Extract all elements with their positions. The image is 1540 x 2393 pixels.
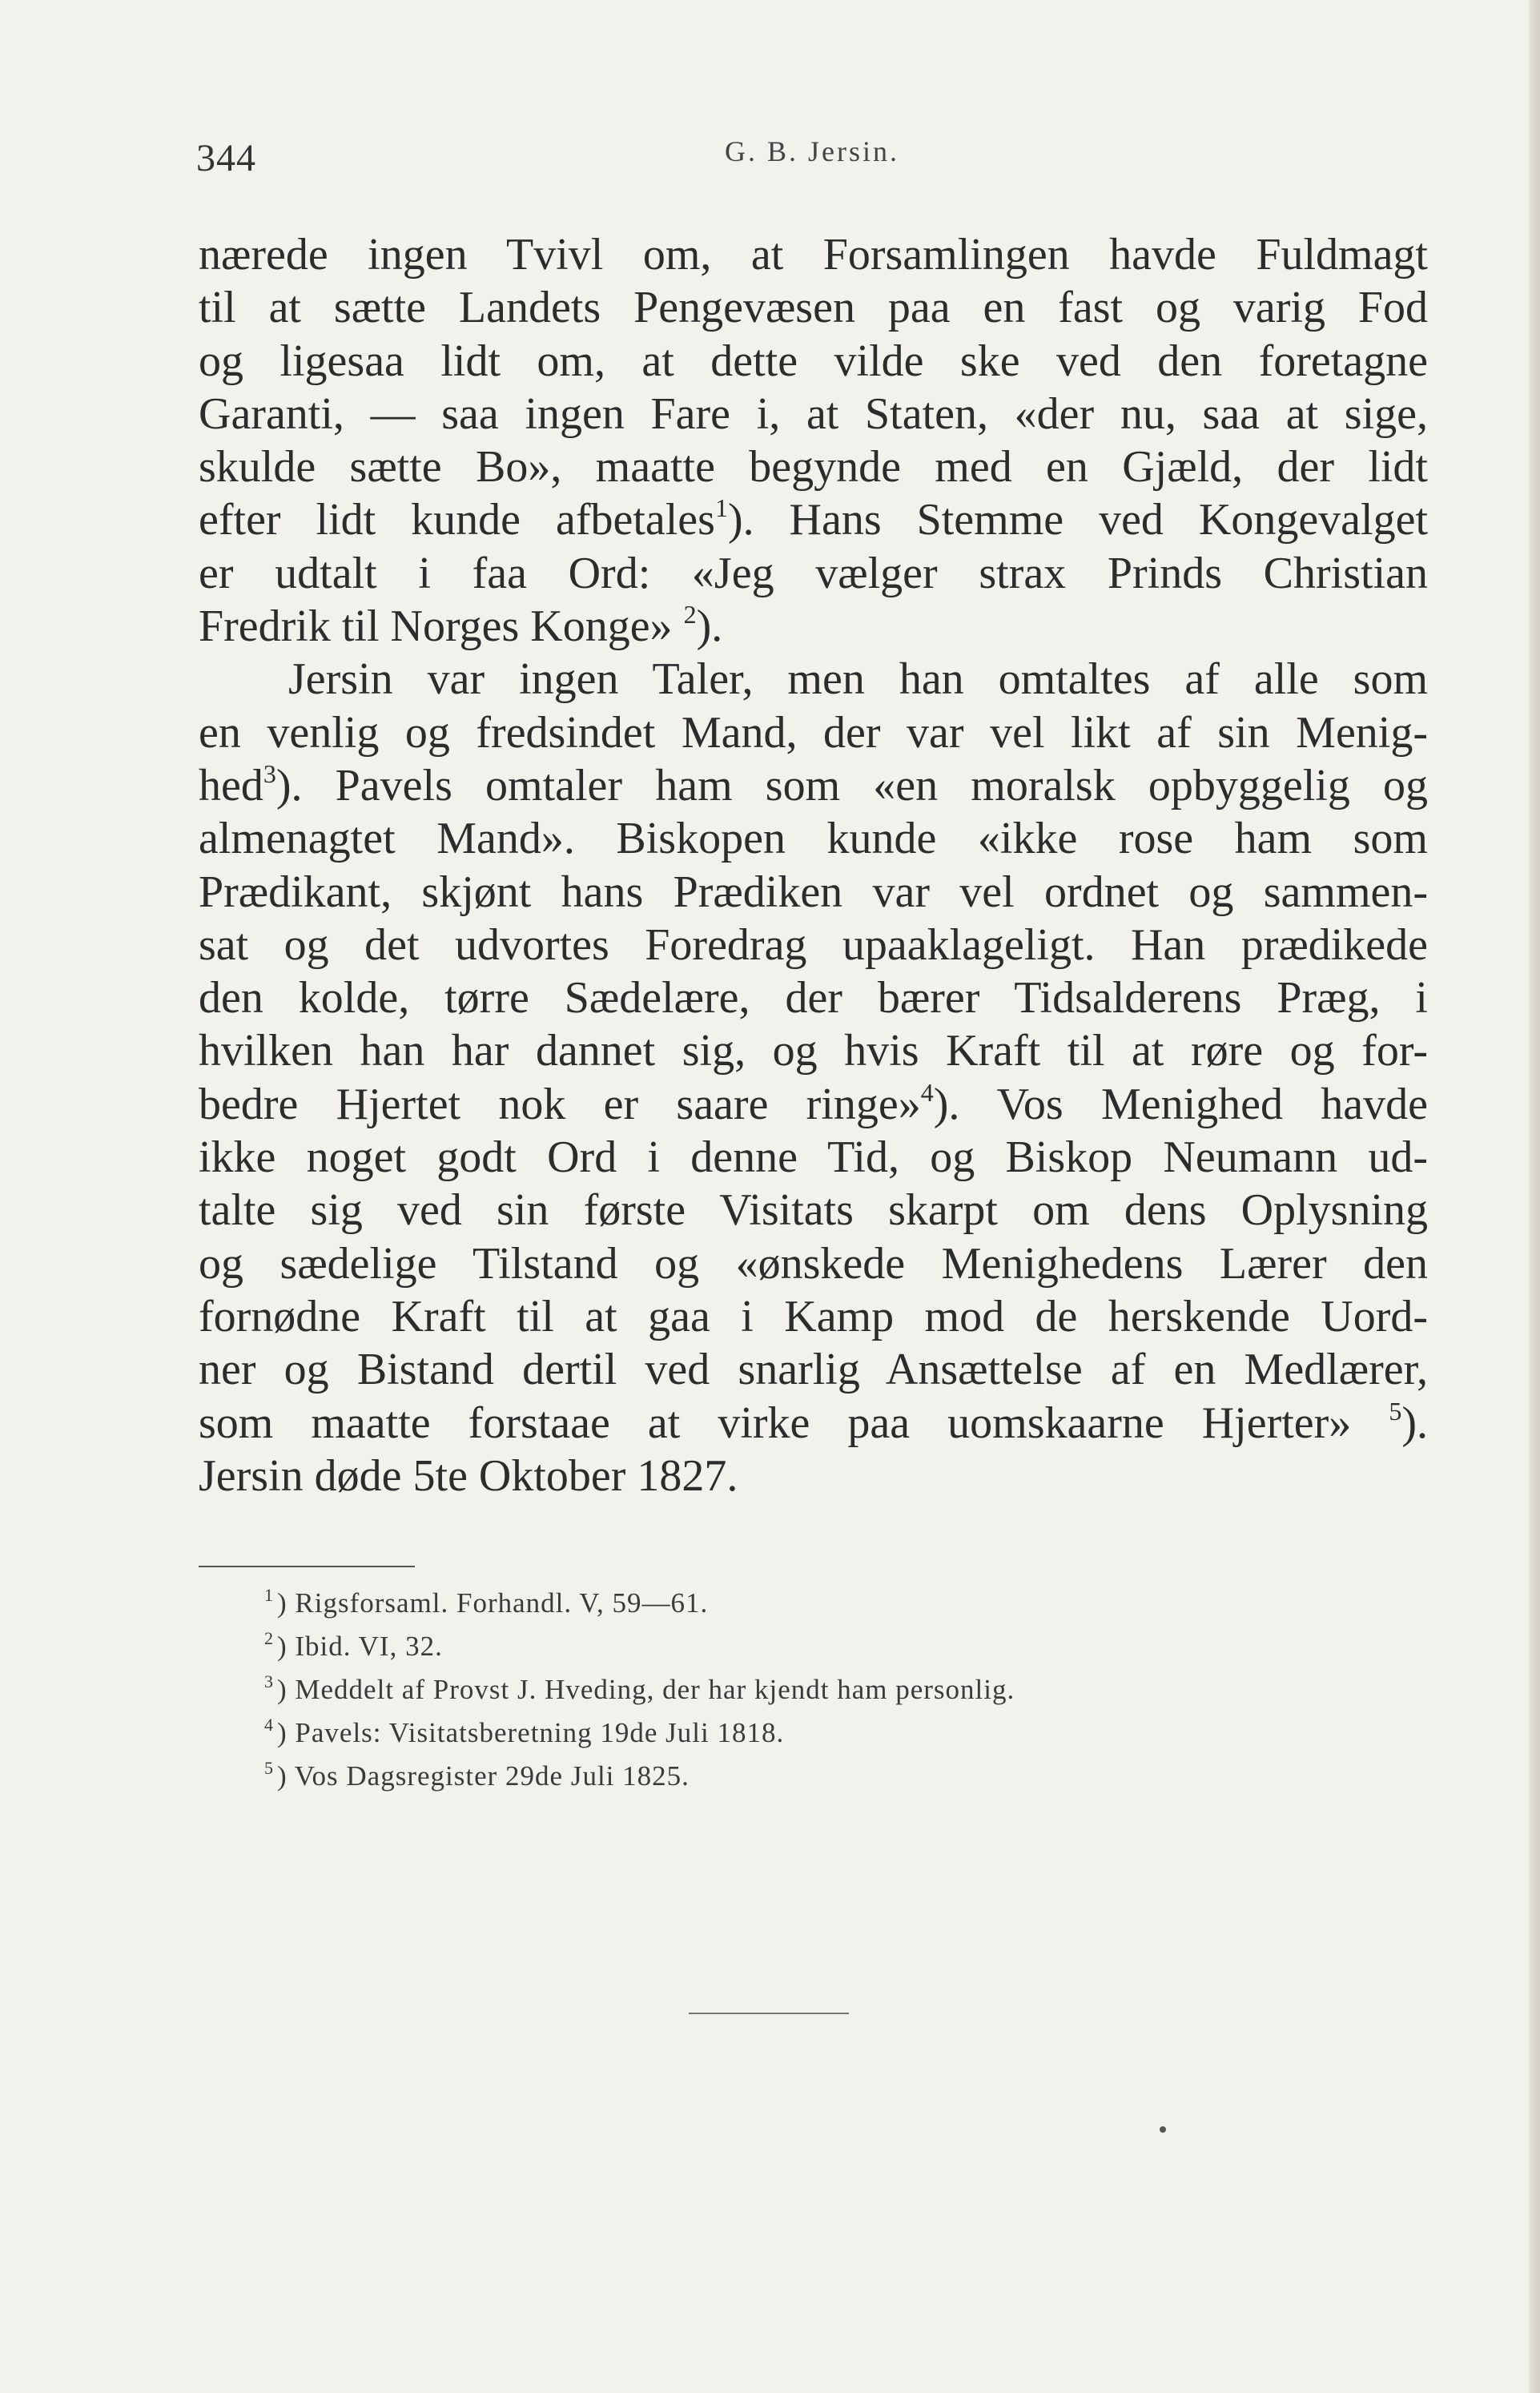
footnote-text: ) Meddelt af Provst J. Hveding, der har kjendt ham personlig. [277,1674,1015,1705]
footnote-text: ) Vos Dagsregister 29de Juli 1825. [277,1760,690,1792]
footnote-ref: 1 [714,493,728,523]
text-line: Garanti, — saa ingen Fare i, at Staten, «der nu, saa at sige, [199,388,1428,439]
footnote-rule [199,1566,415,1567]
footnote [264,1582,1385,1625]
footnote-mark: 5 [264,1758,274,1778]
footnote [264,1625,1385,1668]
text-line [199,1397,1428,1450]
footnote-text: ) Pavels: Visitatsberetning 19de Juli 1818. [277,1717,785,1748]
page-edge [1529,0,1540,2393]
text-line: til at sætte Landets Pengevæsen paa en fast og varig Fod [199,283,1428,333]
text-line: fornødne Kraft til at gaa i Kamp mod de herskende Uord- [199,1291,1428,1341]
footnote [264,1711,1385,1755]
text-line: er udtalt i faa Ord: «Jeg vælger strax Prinds Christian [199,548,1428,598]
footnote-text: ) Rigsforsaml. Forhandl. V, 59—61. [277,1587,709,1619]
text-line [199,1078,1428,1131]
text-line: ner og Bistand dertil ved snarlig Ansættelse af en Medlærer, [199,1345,1428,1395]
text-segment: ). [1401,1398,1428,1448]
text-line: en venlig og fredsindet Mand, der var vel likt af sin Menig- [199,707,1428,758]
text-line: hvilken han har dannet sig, og hvis Kraft til at røre og for- [199,1026,1428,1076]
page-number: 344 [196,137,256,179]
bleed-through-rule [689,2013,849,2014]
text-line: nærede ingen Tvivl om, at Forsamlingen havde Fuldmagt [199,230,1428,280]
body-text [199,228,1428,1502]
paragraph-first-line: Jersin var ingen Taler, men han omtaltes af alle som [288,654,1428,705]
text-segment: ). Hans Stemme ved Kongevalget [727,495,1428,545]
footnote-text: ) Ibid. VI, 32. [277,1631,443,1662]
footnote-mark: 4 [264,1715,274,1735]
text-line: almenagtet Mand». Biskopen kunde «ikke rose ham som [199,814,1428,864]
footnote-ref: 2 [683,600,697,629]
text-line: Jersin døde 5te Oktober 1827. [199,1450,738,1501]
running-head: G. B. Jersin. [725,135,899,167]
text-line [199,493,1428,546]
text-line: talte sig ved sin første Visitats skarpt om dens Oplysning [199,1185,1428,1236]
footnote-ref: 4 [920,1077,934,1107]
text-line: skulde sætte Bo», maatte begynde med en Gjæld, der lidt [199,442,1428,493]
text-line: sat og det udvortes Foredrag upaaklageligt. Han prædikede [199,919,1428,970]
footnote [264,1755,1385,1798]
text-line: den kolde, tørre Sædelære, der bærer Tidsalderens Præg, i [199,973,1428,1024]
footnote-mark: 2 [264,1628,274,1648]
footnote [264,1668,1385,1711]
text-segment: efter lidt kunde afbetales [199,495,715,545]
text-segment: Fredrik til Norges Konge» [199,601,673,652]
text-segment: ). [696,601,723,652]
text-segment: hed [199,760,263,810]
text-line: og sædelige Tilstand og «ønskede Menighedens Lærer den [199,1238,1428,1289]
footnote-mark: 3 [264,1671,274,1691]
text-segment: ). Vos Menighed havde [933,1079,1428,1129]
footnote-ref: 3 [263,758,276,788]
text-segment: bedre Hjertet nok er saare ringe» [199,1079,921,1129]
text-line: ikke noget godt Ord i denne Tid, og Biskop Neumann ud- [199,1132,1428,1183]
text-line [199,759,1428,812]
footnotes [264,1582,1385,1798]
text-segment: ). Pavels omtaler ham som «en moralsk opbyggelig og [275,760,1428,810]
footnote-mark: 1 [264,1585,274,1605]
text-segment: som maatte forstaae at virke paa uomskaarne Hjerter» [199,1398,1352,1448]
text-line [199,600,1428,653]
text-line: og ligesaa lidt om, at dette vilde ske ved den foretagne [199,336,1428,386]
ink-dot [1160,2126,1166,2133]
footnote-ref: 5 [1389,1396,1402,1426]
text-line: Prædikant, skjønt hans Prædiken var vel ordnet og sammen- [199,867,1428,917]
